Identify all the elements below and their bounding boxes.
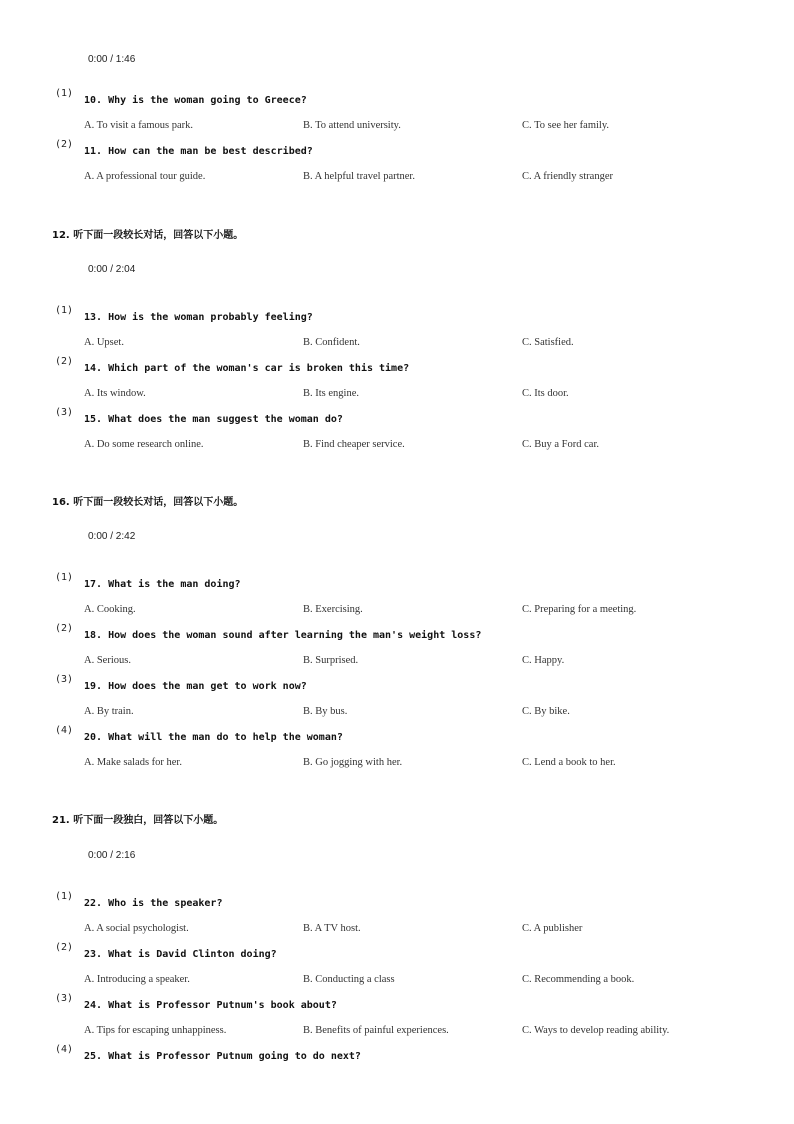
option-a[interactable]: A. Its window. [84,388,146,399]
sub-question-number: (1) [55,572,74,583]
sub-question-number: (3) [55,674,74,685]
sub-question-number: (2) [55,356,74,367]
sub-question-number: (2) [55,623,74,634]
option-a[interactable]: A. A professional tour guide. [84,171,206,182]
section-heading: 16. 听下面一段较长对话，回答以下小题。 [52,497,244,508]
option-a[interactable]: A. To visit a famous park. [84,120,194,131]
option-a[interactable]: A. Tips for escaping unhappiness. [84,1025,227,1036]
option-c[interactable]: C. A publisher [522,923,583,934]
section-heading: 21. 听下面一段独白，回答以下小题。 [52,815,224,826]
question-text: 11. How can the man be best described? [84,146,313,157]
sub-question-number: (3) [55,993,74,1004]
option-b[interactable]: B. Benefits of painful experiences. [303,1025,449,1036]
option-c[interactable]: C. A friendly stranger [522,171,613,182]
sub-question-number: (2) [55,942,74,953]
option-c[interactable]: C. Lend a book to her. [522,757,616,768]
option-a[interactable]: A. Introducing a speaker. [84,974,190,985]
sub-question-number: (4) [55,1044,74,1055]
option-b[interactable]: B. A helpful travel partner. [303,171,415,182]
question-text: 10. Why is the woman going to Greece? [84,95,307,106]
question-text: 13. How is the woman probably feeling? [84,312,313,323]
question-text: 14. Which part of the woman's car is broken this time? [84,363,410,374]
option-c[interactable]: C. Its door. [522,388,569,399]
sub-question-number: (4) [55,725,74,736]
option-a[interactable]: A. Do some research online. [84,439,204,450]
option-b[interactable]: B. To attend university. [303,120,401,131]
question-text: 17. What is the man doing? [84,579,241,590]
audio-player-time[interactable]: 0:00 / 2:42 [88,531,136,542]
option-c[interactable]: C. Happy. [522,655,565,666]
question-text: 24. What is Professor Putnum's book about? [84,1000,337,1011]
option-b[interactable]: B. Find cheaper service. [303,439,405,450]
question-text: 19. How does the man get to work now? [84,681,307,692]
option-b[interactable]: B. Go jogging with her. [303,757,403,768]
option-b[interactable]: B. Conducting a class [303,974,395,985]
option-c[interactable]: C. Buy a Ford car. [522,439,599,450]
option-a[interactable]: A. By train. [84,706,134,717]
option-c[interactable]: C. Satisfied. [522,337,574,348]
question-text: 25. What is Professor Putnum going to do next? [84,1051,361,1062]
audio-player-time[interactable]: 0:00 / 2:04 [88,264,136,275]
question-text: 22. Who is the speaker? [84,898,223,909]
option-b[interactable]: B. Confident. [303,337,360,348]
audio-player-time[interactable]: 0:00 / 2:16 [88,850,136,861]
section-heading: 12. 听下面一段较长对话，回答以下小题。 [52,230,244,241]
option-c[interactable]: C. Preparing for a meeting. [522,604,637,615]
option-b[interactable]: B. Exercising. [303,604,363,615]
option-a[interactable]: A. A social psychologist. [84,923,189,934]
question-text: 15. What does the man suggest the woman do? [84,414,343,425]
option-c[interactable]: C. Ways to develop reading ability. [522,1025,670,1036]
option-a[interactable]: A. Make salads for her. [84,757,182,768]
audio-player-time[interactable]: 0:00 / 1:46 [88,54,136,65]
question-text: 18. How does the woman sound after learning the man's weight loss? [84,630,482,641]
sub-question-number: (1) [55,88,74,99]
option-c[interactable]: C. By bike. [522,706,570,717]
sub-question-number: (1) [55,305,74,316]
option-a[interactable]: A. Upset. [84,337,124,348]
option-b[interactable]: B. Surprised. [303,655,359,666]
option-c[interactable]: C. To see her family. [522,120,610,131]
option-a[interactable]: A. Cooking. [84,604,136,615]
sub-question-number: (3) [55,407,74,418]
option-b[interactable]: B. Its engine. [303,388,359,399]
question-text: 23. What is David Clinton doing? [84,949,277,960]
option-c[interactable]: C. Recommending a book. [522,974,635,985]
option-a[interactable]: A. Serious. [84,655,131,666]
sub-question-number: (1) [55,891,74,902]
option-b[interactable]: B. By bus. [303,706,348,717]
question-text: 20. What will the man do to help the woman? [84,732,343,743]
option-b[interactable]: B. A TV host. [303,923,361,934]
sub-question-number: (2) [55,139,74,150]
